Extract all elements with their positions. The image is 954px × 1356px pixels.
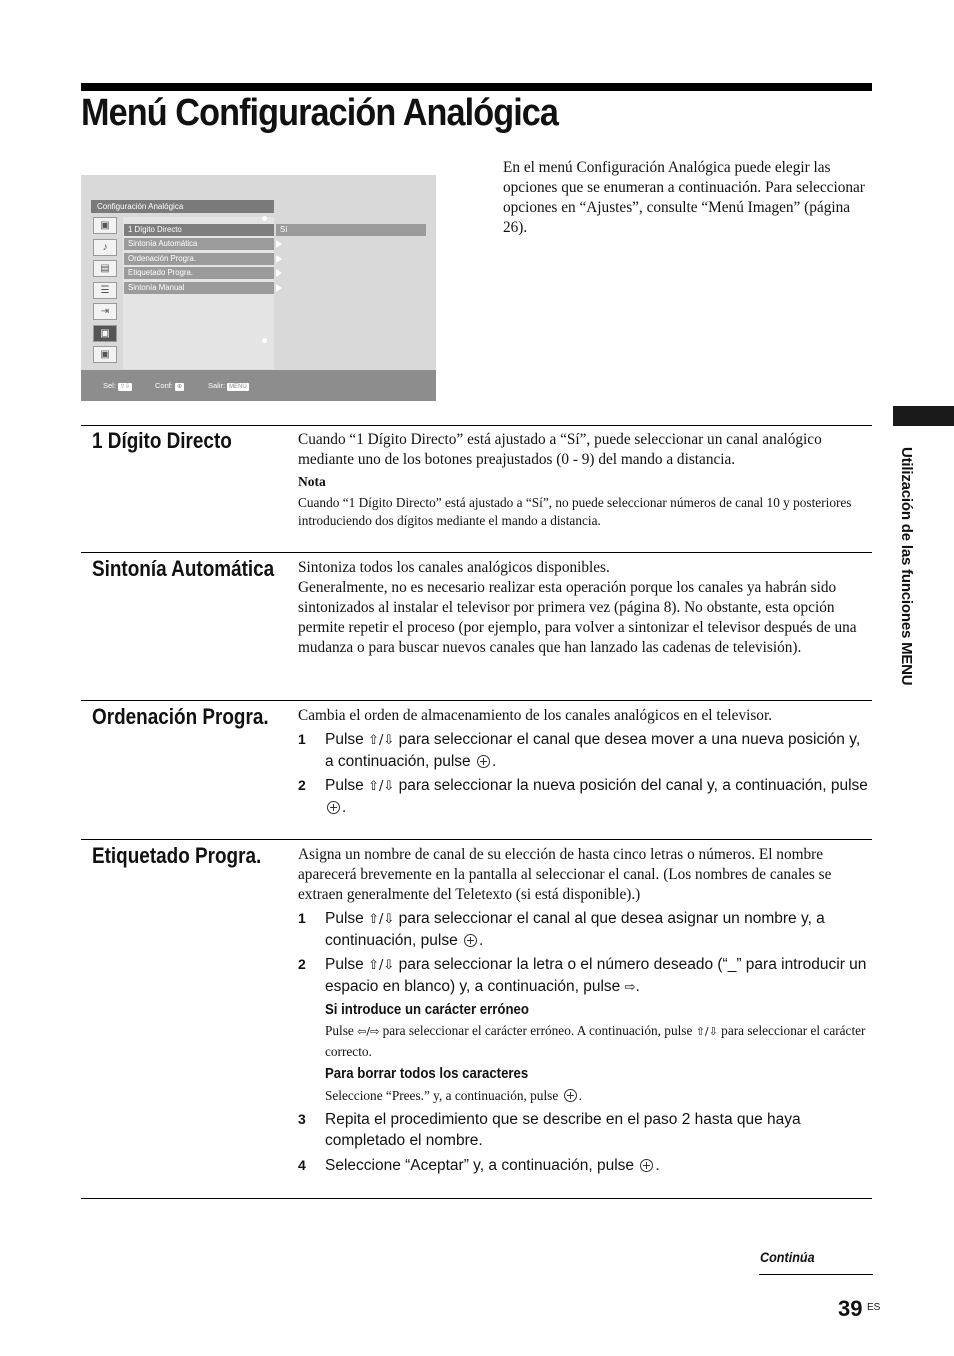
section-title-sintonia: Sintonía Automática [92,556,275,581]
right-arrow-icon: ⇨ [624,980,636,995]
features-icon: ☰ [93,282,117,299]
sub-title-clear: Para borrar todos los caracteres [325,1065,529,1082]
top-rule [81,83,872,91]
enter-button-icon [564,1089,577,1102]
picture-icon: ▣ [93,217,117,234]
footer-salir-label: Salir: [208,381,226,390]
sub-text: Seleccione “Prees.” y, a continuación, pulse [325,1088,559,1103]
footer-conf-label: Conf: [155,381,173,390]
side-tab-text: Utilización de las funciones MENU [898,447,915,686]
sub-text-error [325,1021,873,1062]
sub-text: para seleccionar el carácter correcto. [325,1023,866,1059]
updown-arrow-icon: ⇧/⇩ [368,733,395,748]
chevron-right-icon [276,284,282,292]
enter-button-icon [327,801,340,814]
scroll-up-dot [262,216,267,221]
leftright-arrow-icon: ⇦/⇨ [357,1025,380,1038]
screen-icon: ▤ [93,260,117,277]
nota-label: Nota [298,474,326,489]
updown-key-icon: ⇧⇩ [119,384,130,390]
tv-icon-column [91,217,121,369]
enter-button-icon [640,1159,653,1172]
section-divider [81,425,872,426]
enter-key-icon: ⊕ [176,384,182,390]
step-text: Pulse [325,731,364,748]
side-tab-bar [893,406,954,426]
page-number: 39 [838,1296,863,1321]
updown-arrow-icon: ⇧/⇩ [368,779,395,794]
etiquetado-text: Asigna un nombre de canal de su elección de hasta cinco letras o números. El nombre aparecerá brevemente en la pantalla al seleccionar el canal. (Los nombres de canales se extraen generalmente del Teletexto (si está disponible).) [298,846,832,903]
sub-text-clear: Seleccione “Prees.” y, a continuación, pulse . [325,1088,582,1103]
section-divider [81,1198,872,1199]
step-text: para seleccionar la letra o el número deseado (“_” para introducir un espacio en blanco) y, a continuación, pulse [325,956,867,995]
step-text: para seleccionar la nueva posición del canal y, a continuación, pulse [398,777,868,794]
step-text: Pulse [325,910,364,927]
step-number: 1 [298,731,306,747]
digito-text: Cuando “1 Dígito Directo” está ajustado a “Sí”, puede seleccionar un canal analógico mediante uno de los botones preajustados (0 - 9) del mando a distancia. [298,431,822,468]
updown-arrow-icon: ⇧/⇩ [368,912,395,927]
footer-sel-label: Sel: [103,381,116,390]
nota-text: Cuando “1 Dígito Directo” está ajustado a “Sí”, no puede seleccionar números de canal 10 y posteriores introduciendo dos dígitos mediante el mando a distancia. [298,495,852,528]
enter-button-icon [477,755,490,768]
step-text: para seleccionar el canal al que desea asignar un nombre y, a continuación, pulse [325,910,825,949]
sintonia-text-1: Sintoniza todos los canales analógicos disponibles. [298,559,610,576]
tv-item-sintonia-auto: Sintonía Automática [124,238,274,250]
section-title-digito: 1 Dígito Directo [92,428,232,453]
step-number: 4 [298,1157,306,1173]
intro-text: En el menú Configuración Analógica puede elegir las opciones que se enumeran a continuación. Para seleccionar opciones en “Ajustes”, consulte “Menú Imagen” (página 26). [503,159,865,236]
menu-key: MENU [229,384,247,390]
continua-rule [759,1274,873,1275]
updown-arrow-icon: ⇧/⇩ [695,1025,718,1038]
page-lang: ES [867,1302,881,1313]
sound-icon: ♪ [93,239,117,256]
side-tab-label [895,447,917,747]
step-text: Seleccione “Aceptar” y, a continuación, pulse [325,1157,635,1174]
chevron-right-icon [276,240,282,248]
step-text: Repita el procedimiento que se describe en el paso 2 hasta que haya completado el nombre. [325,1111,801,1149]
tv-menu-header: Configuración Analógica [91,200,274,213]
input-icon: ⇥ [93,303,117,320]
tv-menu-screenshot [81,175,436,401]
section-divider [81,700,872,701]
section-title-etiquetado: Etiquetado Progra. [92,843,262,868]
step-number: 2 [298,956,306,972]
step-text: Pulse [325,777,364,794]
sub-text: para seleccionar el carácter erróneo. A continuación, pulse [382,1023,693,1038]
scroll-down-dot [262,338,267,343]
section-divider [81,552,872,553]
ordenacion-text: Cambia el orden de almacenamiento de los canales analógicos en el televisor. [298,707,773,724]
step-number: 3 [298,1111,306,1127]
tv-item-sintonia-manual: Sintonía Manual [124,282,274,294]
sub-text: Pulse [325,1023,354,1038]
enter-button-icon [464,934,477,947]
analog-setup-icon: ▣ [93,325,117,342]
step-text: Pulse [325,956,364,973]
step-number: 1 [298,910,306,926]
section-title-ordenacion: Ordenación Progra. [92,704,269,729]
continua-label: Continúa [760,1249,815,1265]
tv-item-ordenacion: Ordenación Progra. [124,253,274,265]
page-title: Menú Configuración Analógica [81,92,559,134]
step-text: para seleccionar el canal que desea mover a una nueva posición y, a continuación, pulse [325,731,861,770]
tv-item-1-digito: 1 Dígito Directo [124,224,274,236]
updown-arrow-icon: ⇧/⇩ [368,958,395,973]
step-number: 2 [298,777,306,793]
tv-item-value: Sí [276,224,426,236]
sintonia-text-2: Generalmente, no es necesario realizar esta operación porque los canales ya habrán sido sintonizados al instalar el televisor por primera vez (página 8). No obstante, esta opción permite repetir el proceso (por ejemplo, para volver a sintonizar el televisor después de una mudanza o para buscar nuevos canales que han lanzado las cadenas de televisión). [298,579,857,656]
sub-title-error: Si introduce un carácter erróneo [325,1001,529,1018]
tv-menu-footer [81,370,436,401]
tv-item-etiquetado: Etiquetado Progra. [124,267,274,279]
section-divider [81,839,872,840]
chevron-right-icon [276,255,282,263]
digital-setup-icon: ▣ [93,346,117,363]
chevron-right-icon [276,269,282,277]
